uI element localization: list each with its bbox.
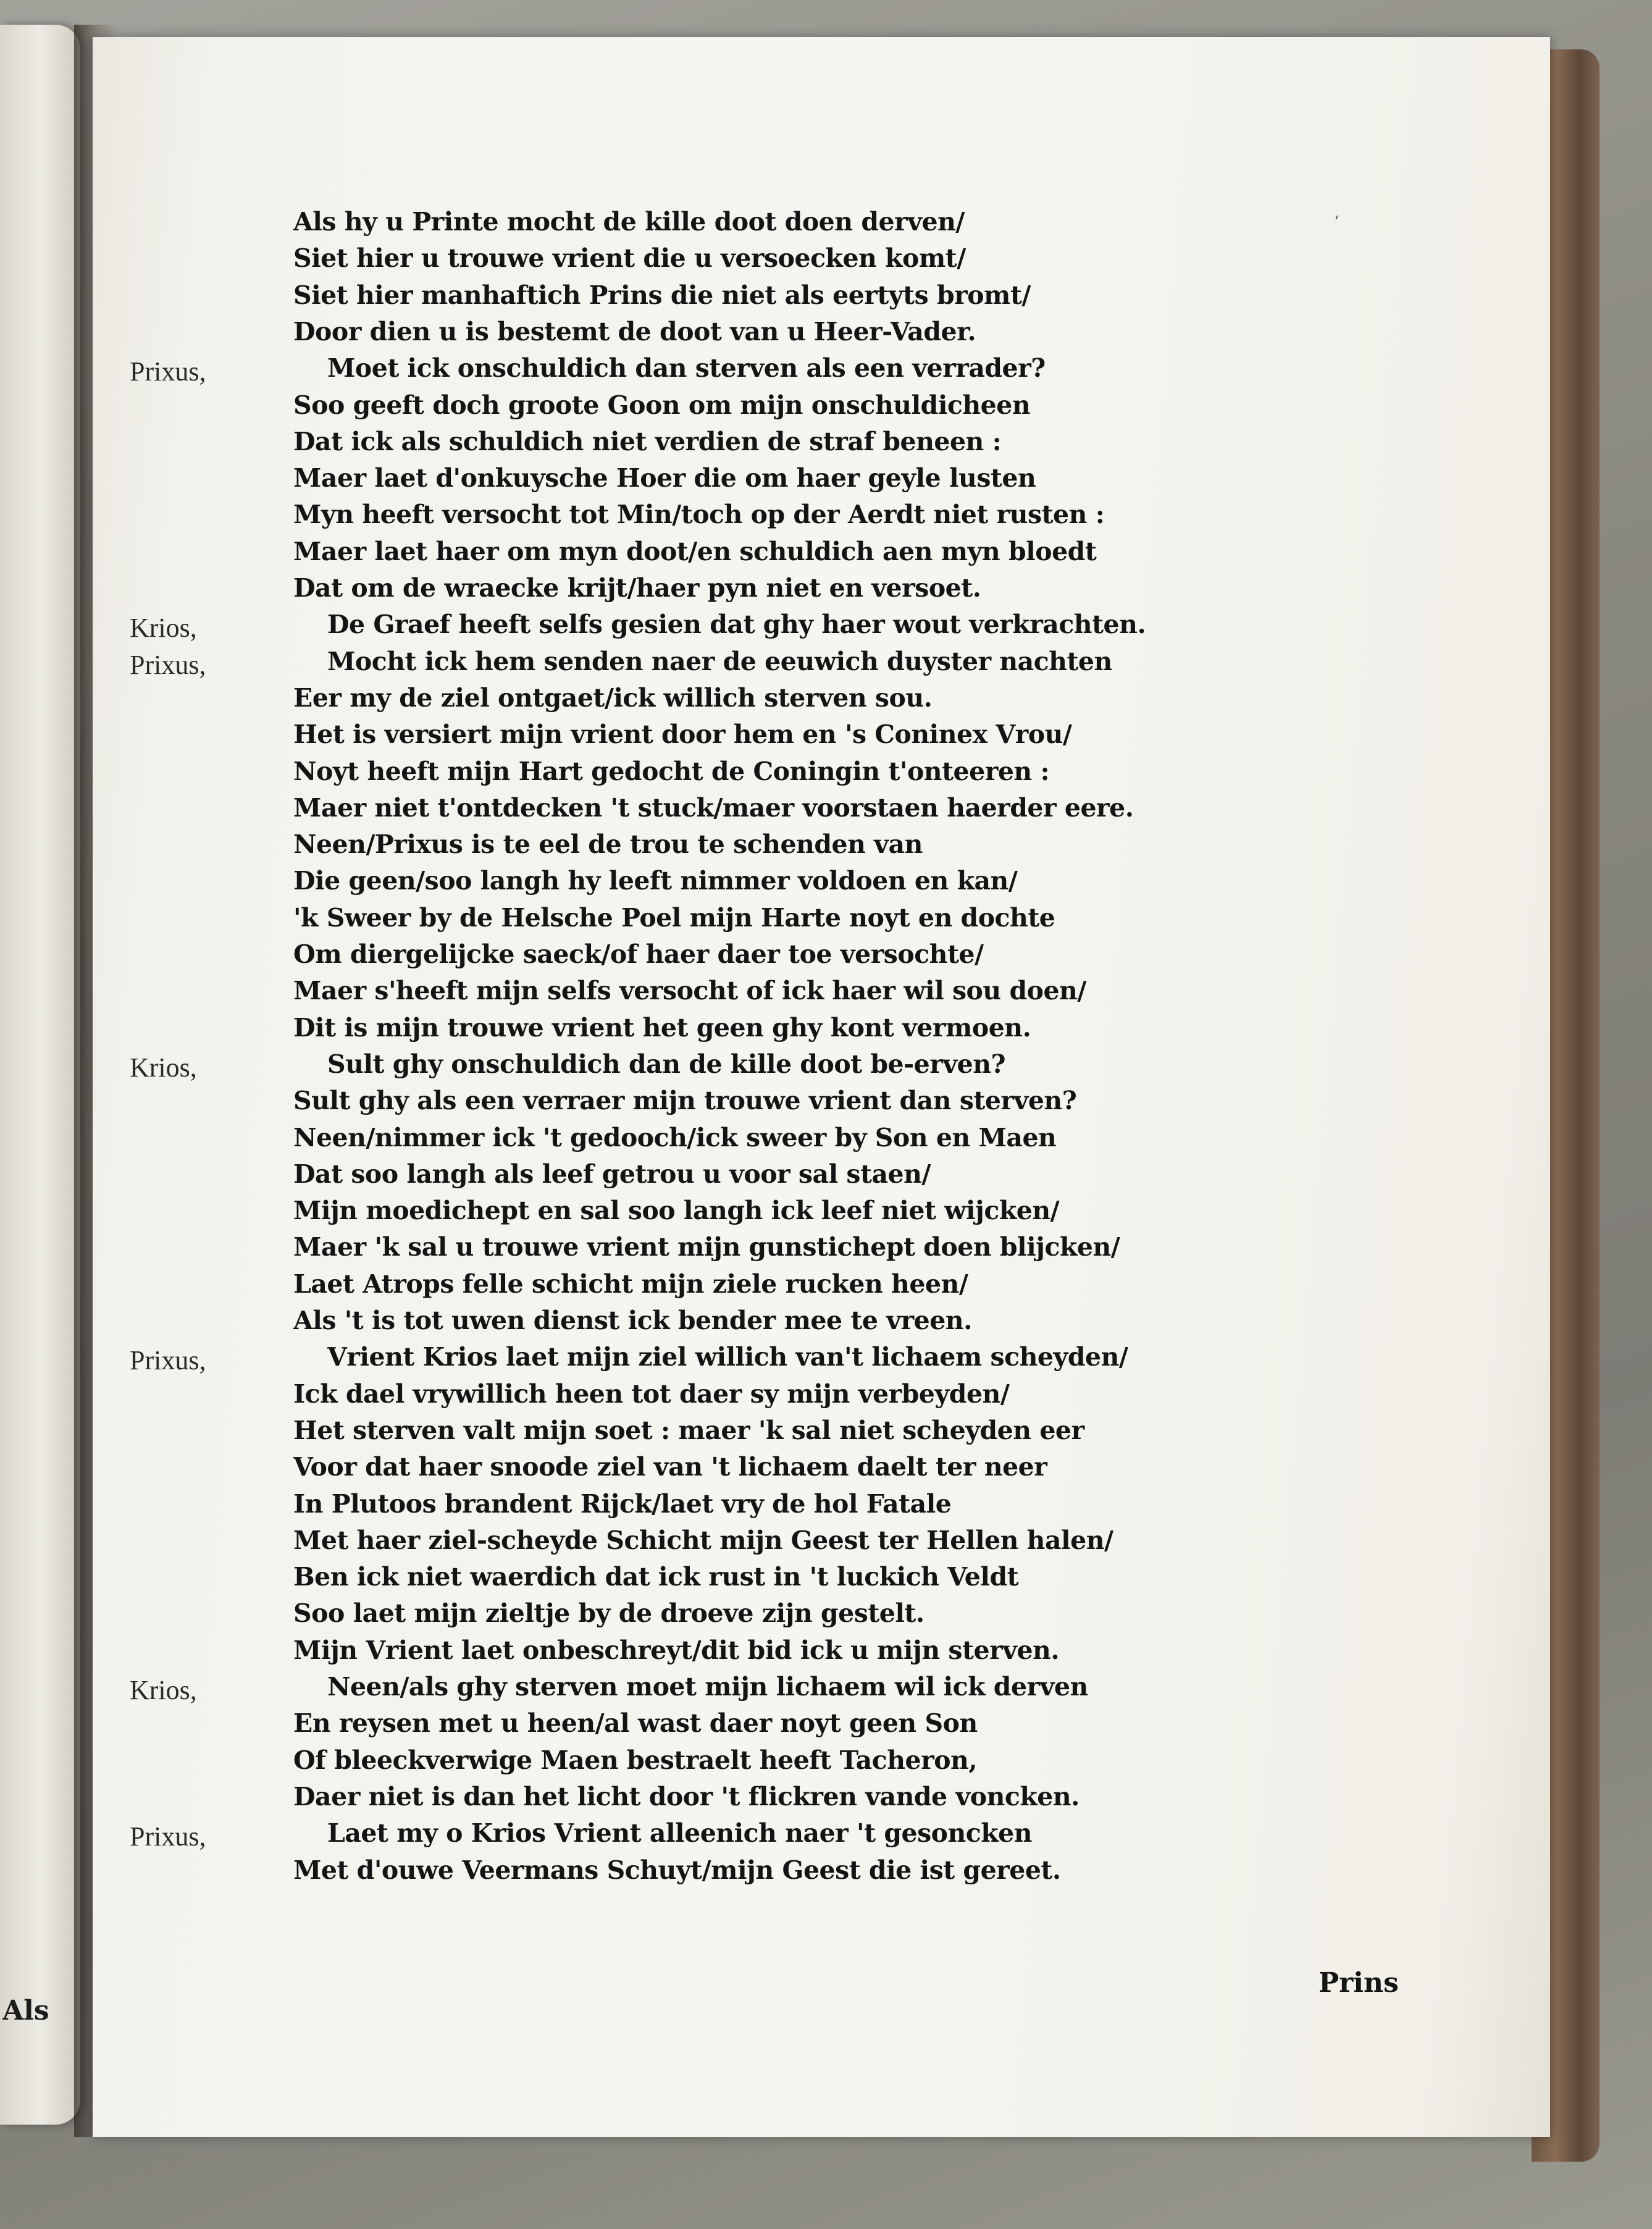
verse-text: Door dien u is bestemt de doot van u Heer-Vader. bbox=[293, 317, 976, 346]
verse-text: Maer 'k sal u trouwe vrient mijn gunstichept doen blijcken/ bbox=[293, 1232, 1120, 1262]
verse-text: Het sterven valt mijn soet : maer 'k sal niet scheyden eer bbox=[293, 1416, 1084, 1445]
verse-text: Laet my o Krios Vrient alleenich naer 't gesoncken bbox=[327, 1818, 1033, 1848]
verse-text: Mijn Vrient laet onbeschreyt/dit bid ick u mijn sterven. bbox=[293, 1635, 1060, 1665]
verse-text: Dat soo langh als leef getrou u voor sal staen/ bbox=[293, 1159, 931, 1189]
verse-text: Neen/als ghy sterven moet mijn lichaem wil ick derven bbox=[327, 1672, 1088, 1702]
verse-text: Met d'ouwe Veermans Schuyt/mijn Geest die ist gereet. bbox=[293, 1855, 1061, 1885]
verse-text: Soo geeft doch groote Goon om mijn onschuldicheen bbox=[293, 390, 1031, 420]
verse-text: In Plutoos brandent Rijck/laet vry de hol Fatale bbox=[293, 1489, 952, 1519]
left-page-catchword: Als bbox=[2, 1995, 49, 2026]
printed-page bbox=[93, 37, 1550, 2137]
verse-text: Dit is mijn trouwe vrient het geen ghy kont vermoen. bbox=[293, 1013, 1031, 1043]
verse-text: Als 't is tot uwen dienst ick bender mee te vreen. bbox=[293, 1306, 972, 1335]
verse-text: Met haer ziel-scheyde Schicht mijn Geest ter Hellen halen/ bbox=[293, 1526, 1113, 1555]
speaker-label: Prixus, bbox=[130, 1821, 206, 1852]
verse-text: Het is versiert mijn vrient door hem en 's Coninex Vrou/ bbox=[293, 720, 1072, 749]
verse-text: Mocht ick hem senden naer de eeuwich duyster nachten bbox=[327, 647, 1112, 676]
verse-text: Om diergelijcke saeck/of haer daer toe versochte/ bbox=[293, 939, 984, 969]
verse-text: Noyt heeft mijn Hart gedocht de Coningin t'onteeren : bbox=[293, 757, 1050, 786]
verse-text: En reysen met u heen/al wast daer noyt geen Son bbox=[293, 1708, 978, 1738]
verse-text: Moet ick onschuldich dan sterven als een verrader? bbox=[327, 353, 1046, 383]
verse-text: Maer laet haer om myn doot/en schuldich aen myn bloedt bbox=[293, 537, 1097, 566]
verse-text: Als hy u Printe mocht de kille doot doen derven/ bbox=[293, 207, 965, 237]
verse-text: Ben ick niet waerdich dat ick rust in 't luckich Veldt bbox=[293, 1562, 1019, 1592]
speaker-label: Prixus, bbox=[130, 650, 206, 680]
verse-text: Eer my de ziel ontgaet/ick willich sterven sou. bbox=[293, 683, 933, 713]
verse-text: Siet hier manhaftich Prins die niet als eertyts bromt/ bbox=[293, 280, 1031, 310]
verse-text: Neen/Prixus is te eel de trou te schenden van bbox=[293, 829, 923, 859]
verse-text: Vrient Krios laet mijn ziel willich van't lichaem scheyden/ bbox=[327, 1342, 1128, 1372]
verse-text: De Graef heeft selfs gesien dat ghy haer wout verkrachten. bbox=[327, 610, 1146, 639]
catchword: Prins bbox=[1319, 1967, 1399, 1999]
page-mark: ‘ bbox=[1334, 213, 1340, 232]
verse-text: Daer niet is dan het licht door 't flickren vande voncken. bbox=[293, 1782, 1080, 1811]
verse-text: Neen/nimmer ick 't gedooch/ick sweer by Son en Maen bbox=[293, 1123, 1057, 1152]
verse-text: Dat om de wraecke krijt/haer pyn niet en versoet. bbox=[293, 573, 981, 603]
verse-text: Ick dael vrywillich heen tot daer sy mijn verbeyden/ bbox=[293, 1379, 1010, 1409]
verse-text: Die geen/soo langh hy leeft nimmer voldoen en kan/ bbox=[293, 866, 1018, 896]
speaker-label: Prixus, bbox=[130, 356, 206, 387]
verse-text: Laet Atrops felle schicht mijn ziele rucken heen/ bbox=[293, 1269, 968, 1299]
left-facing-page bbox=[0, 25, 80, 2125]
verse-text: Maer niet t'ontdecken 't stuck/maer voorstaen haerder eere. bbox=[293, 793, 1134, 823]
verse-text: Maer s'heeft mijn selfs versocht of ick haer wil sou doen/ bbox=[293, 976, 1086, 1005]
verse-text: Sult ghy als een verraer mijn trouwe vrient dan sterven? bbox=[293, 1086, 1077, 1115]
verse-text: Mijn moedichept en sal soo langh ick leef niet wijcken/ bbox=[293, 1196, 1060, 1225]
verse-text: Myn heeft versocht tot Min/toch op der Aerdt niet rusten : bbox=[293, 500, 1105, 529]
verse-text: Maer laet d'onkuysche Hoer die om haer geyle lusten bbox=[293, 463, 1036, 493]
speaker-label: Krios, bbox=[130, 1675, 197, 1705]
verse-text: Voor dat haer snoode ziel van 't lichaem daelt ter neer bbox=[293, 1452, 1047, 1482]
verse-text: 'k Sweer by de Helsche Poel mijn Harte noyt en dochte bbox=[293, 903, 1055, 933]
verse-text: Siet hier u trouwe vrient die u versoecken komt/ bbox=[293, 243, 966, 273]
verse-text: Soo laet mijn zieltje by de droeve zijn gestelt. bbox=[293, 1598, 925, 1628]
speaker-label: Krios, bbox=[130, 1052, 197, 1083]
speaker-label: Krios, bbox=[130, 613, 197, 643]
verse-text: Dat ick als schuldich niet verdien de straf beneen : bbox=[293, 427, 1002, 456]
verse-text: Of bleeckverwige Maen bestraelt heeft Tacheron, bbox=[293, 1745, 978, 1775]
speaker-label: Prixus, bbox=[130, 1345, 206, 1375]
verse-text: Sult ghy onschuldich dan de kille doot be-erven? bbox=[327, 1049, 1006, 1079]
